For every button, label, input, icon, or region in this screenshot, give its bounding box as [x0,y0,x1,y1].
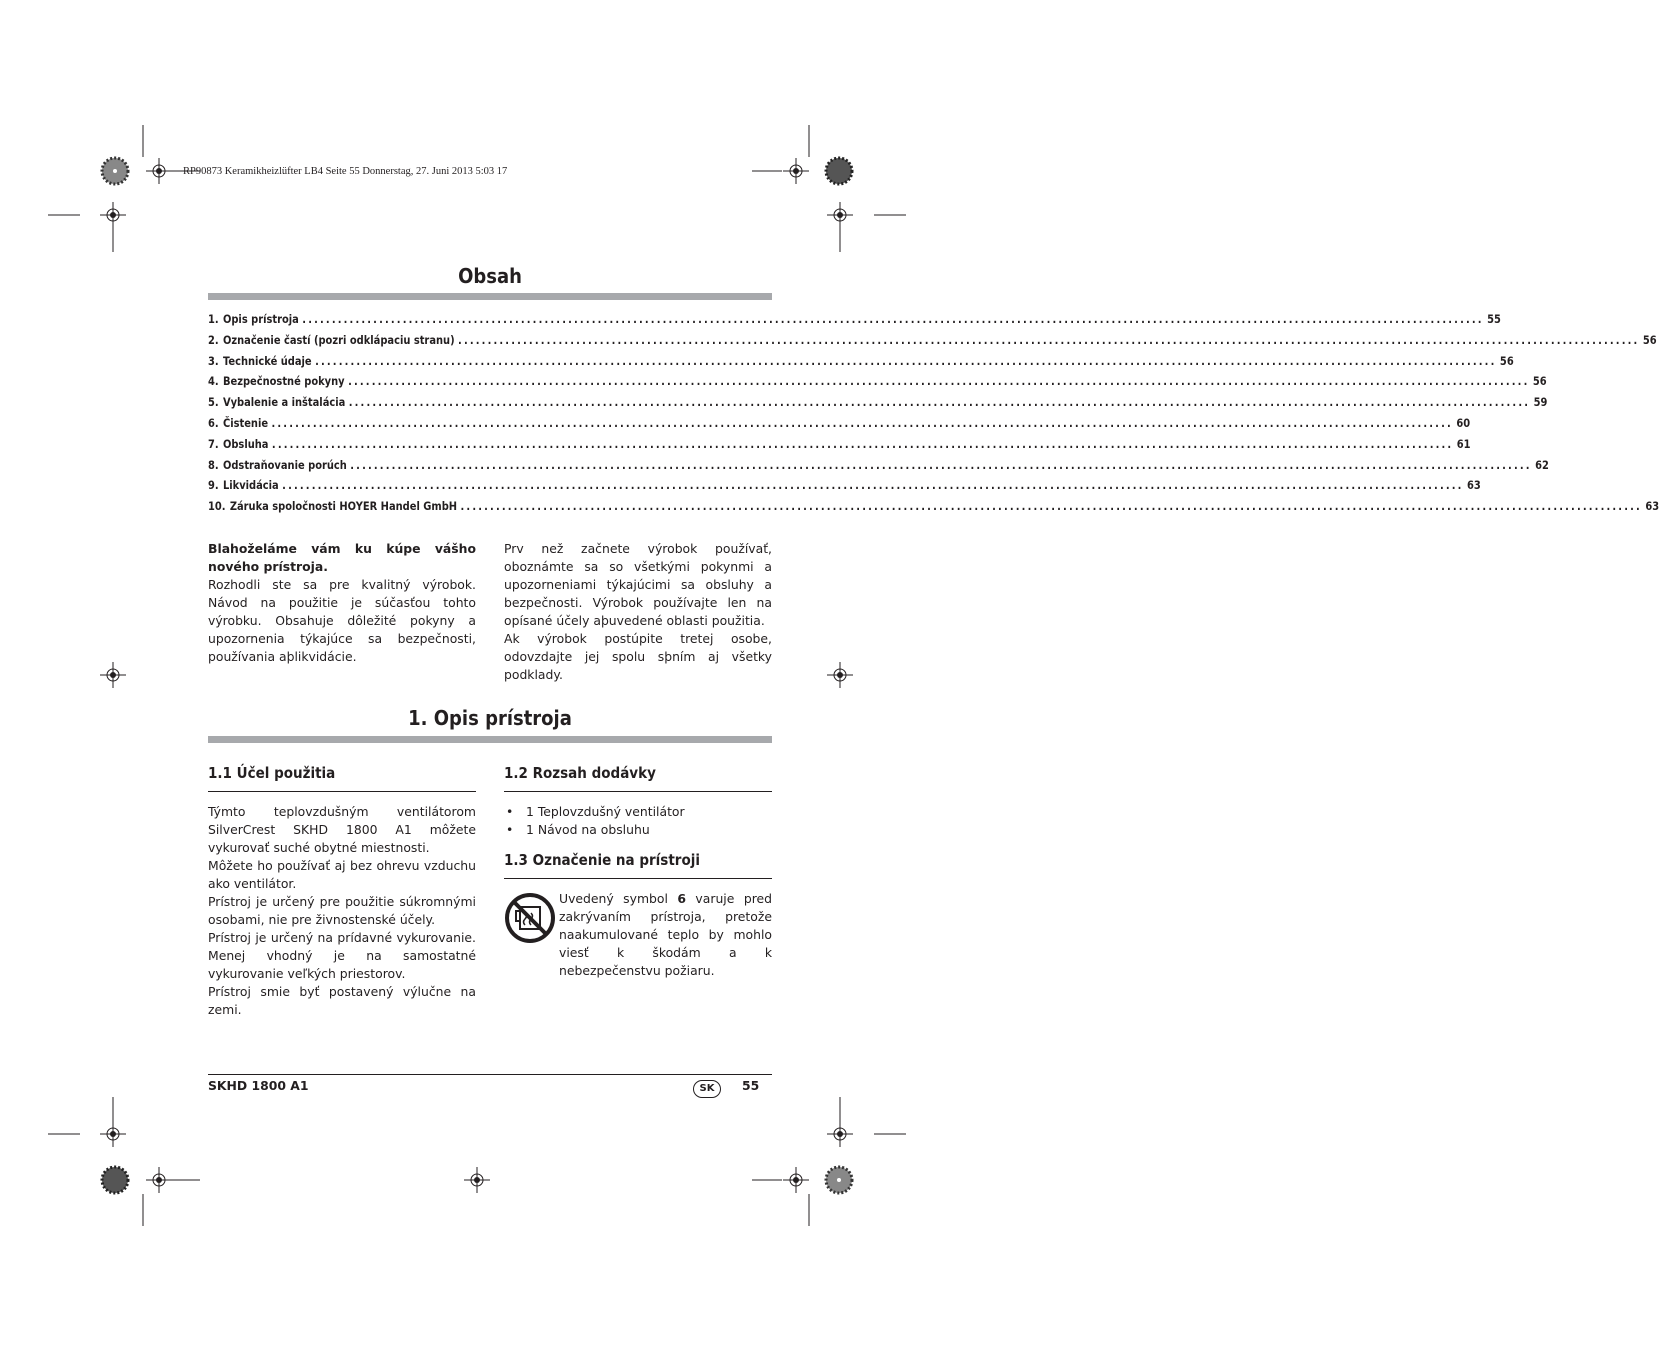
toc-entry[interactable] [208,478,1481,499]
intro-paragraph: Prv než začnete výrobok používať, oboznámte sa so všetkými pokynmi a upozorneniami týkajúcimi sa obsluhy a bezpečnosti. Výrobok používajte len na opísané účely aþuvedené oblasti použitia. [504,541,772,628]
intro-left-column [208,540,476,666]
toc-page-number: 63 [1467,478,1481,493]
toc-page-number: 62 [1535,457,1549,472]
footer-model: SKHD 1800 A1 [208,1078,309,1093]
toc-leader: ........................................................................................................................................................................................................ [315,353,1497,368]
toc-leader: ........................................................................................................................................................................................................ [302,312,1484,326]
usage-paragraph: Prístroj je určený pre použitie súkromnými osobami, nie pre živnostenské účely. [208,894,476,927]
toc-page-number: 55 [1487,312,1501,326]
intro-heading: Blahoželáme vám ku kúpe vášho nového prístroja. [208,541,476,574]
toc-entry-title: Záruka spoločnosti HOYER Handel GmbH [229,499,458,514]
crosshair-icon [100,202,126,228]
symbol-text: varuje pred zakrývaním prístroja, pretože naakumulované teplo by mohlo viesť k škodám a k nebezpečenstvu požiaru. [559,891,772,978]
crosshair-icon [146,1167,172,1193]
heading-underline [504,878,772,879]
toc-entry-title: Označenie častí (pozri odklápaciu stranu) [222,332,455,347]
list-item: • 1 Teplovzdušný ventilátor [504,803,685,821]
delivery-list [504,803,685,839]
toc-number: 10. [208,499,226,514]
table-of-contents [208,312,1659,520]
toc-number: 3. [208,353,219,368]
toc-number: 2. [208,332,219,347]
footer-divider [208,1074,772,1075]
toc-leader: ........................................................................................................................................................................................................ [458,332,1640,347]
toc-entry-title: Likvidácia [222,478,279,493]
color-target-icon [101,1166,129,1194]
toc-number: 1. [208,312,219,326]
toc-entry[interactable] [208,457,1549,479]
language-badge: SK [693,1080,721,1098]
crosshair-icon [100,1121,126,1147]
usage-text [208,803,476,1019]
toc-entry[interactable] [208,499,1659,520]
toc-title: Obsah [458,264,522,288]
toc-entry[interactable] [208,332,1657,354]
toc-entry-title: Odstraňovanie porúch [222,457,347,472]
toc-entry[interactable] [208,415,1471,437]
toc-number: 4. [208,374,219,389]
toc-leader: ........................................................................................................................................................................................................ [460,499,1642,514]
subsection-heading-1-1: 1.1 Účel použitia [208,764,336,782]
toc-page-number: 56 [1642,332,1657,347]
crosshair-icon [827,202,853,228]
usage-paragraph: Môžete ho používať aj bez ohrevu vzduchu ako ventilátor. [208,858,476,891]
section-divider [208,736,772,743]
page-number: 55 [742,1078,760,1093]
toc-entry[interactable] [208,374,1547,395]
toc-page-number: 61 [1456,436,1471,451]
toc-leader: ........................................................................................................................................................................................................ [271,415,1453,430]
crosshair-icon [827,662,853,688]
symbol-number: 6 [677,891,686,906]
crosshair-icon [146,158,172,184]
toc-page-number: 63 [1645,499,1659,514]
intro-text: Rozhodli ste sa pre kvalitný výrobok. Návod na použitie je súčasťou tohto výrobku. Obsahuje dôležité pokyny a upozornenia týkajúce sa bezpečnosti, používania aþlikvidácie. [208,577,476,664]
toc-leader: ........................................................................................................................................................................................................ [282,478,1464,493]
toc-entry[interactable] [208,312,1501,333]
heading-underline [504,791,772,792]
toc-entry-title: Opis prístroja [222,312,299,326]
toc-entry[interactable] [208,353,1514,375]
symbol-description [559,890,772,980]
color-target-icon [825,157,853,185]
symbol-text: Uvedený symbol [559,891,678,906]
toc-entry[interactable] [208,395,1548,416]
toc-page-number: 56 [1532,374,1547,389]
toc-entry-title: Vybalenie a inštalácia [222,395,346,410]
toc-leader: ........................................................................................................................................................................................................ [350,457,1532,472]
crosshair-icon [100,662,126,688]
usage-paragraph: Prístroj smie byť postavený výlučne na zemi. [208,984,476,1017]
print-info-line: RP90873 Keramikheizlüfter LB4 Seite 55 Donnerstag, 27. Juni 2013 5:03 17 [183,166,508,177]
toc-entry-title: Čistenie [222,415,269,430]
usage-paragraph: Týmto teplovzdušným ventilátorom SilverCrest SKHD 1800 A1 môžete vykurovať suché obytné miestnosti. [208,804,476,855]
toc-number: 9. [208,478,219,493]
heading-underline [208,791,476,792]
usage-paragraph: Prístroj je určený na prídavné vykurovanie. Menej vhodný je na samostatné vykurovanie veľkých priestorov. [208,930,476,981]
toc-leader: ........................................................................................................................................................................................................ [348,374,1530,389]
toc-entry[interactable] [208,436,1471,458]
intro-paragraph: Ak výrobok postúpite tretej osobe, odovzdajte jej spolu sþním aj všetky podklady. [504,631,772,682]
toc-number: 6. [208,415,219,430]
color-target-icon [101,157,129,185]
subsection-heading-1-3: 1.3 Označenie na prístroji [504,851,700,869]
toc-page-number: 59 [1533,395,1548,410]
toc-entry-title: Technické údaje [222,353,312,368]
subsection-heading-1-2: 1.2 Rozsah dodávky [504,764,656,782]
list-item: • 1 Návod na obsluhu [504,821,685,839]
toc-page-number: 56 [1499,353,1514,368]
toc-number: 8. [208,457,219,472]
toc-number: 7. [208,436,219,451]
color-target-icon [825,1166,853,1194]
intro-right-column [504,540,772,684]
toc-entry-title: Obsluha [222,436,269,451]
toc-page-number: 60 [1456,415,1471,430]
toc-entry-title: Bezpečnostné pokyny [222,374,345,389]
toc-leader: ........................................................................................................................................................................................................ [348,395,1531,410]
section-title: 1. Opis prístroja [408,706,572,730]
crosshair-icon [827,1121,853,1147]
toc-leader: ........................................................................................................................................................................................................ [271,436,1454,451]
toc-number: 5. [208,395,219,410]
crosshair-icon [783,158,809,184]
toc-divider [208,293,772,300]
crosshair-icon [783,1167,809,1193]
do-not-cover-icon [505,893,555,943]
crosshair-icon [464,1167,490,1193]
